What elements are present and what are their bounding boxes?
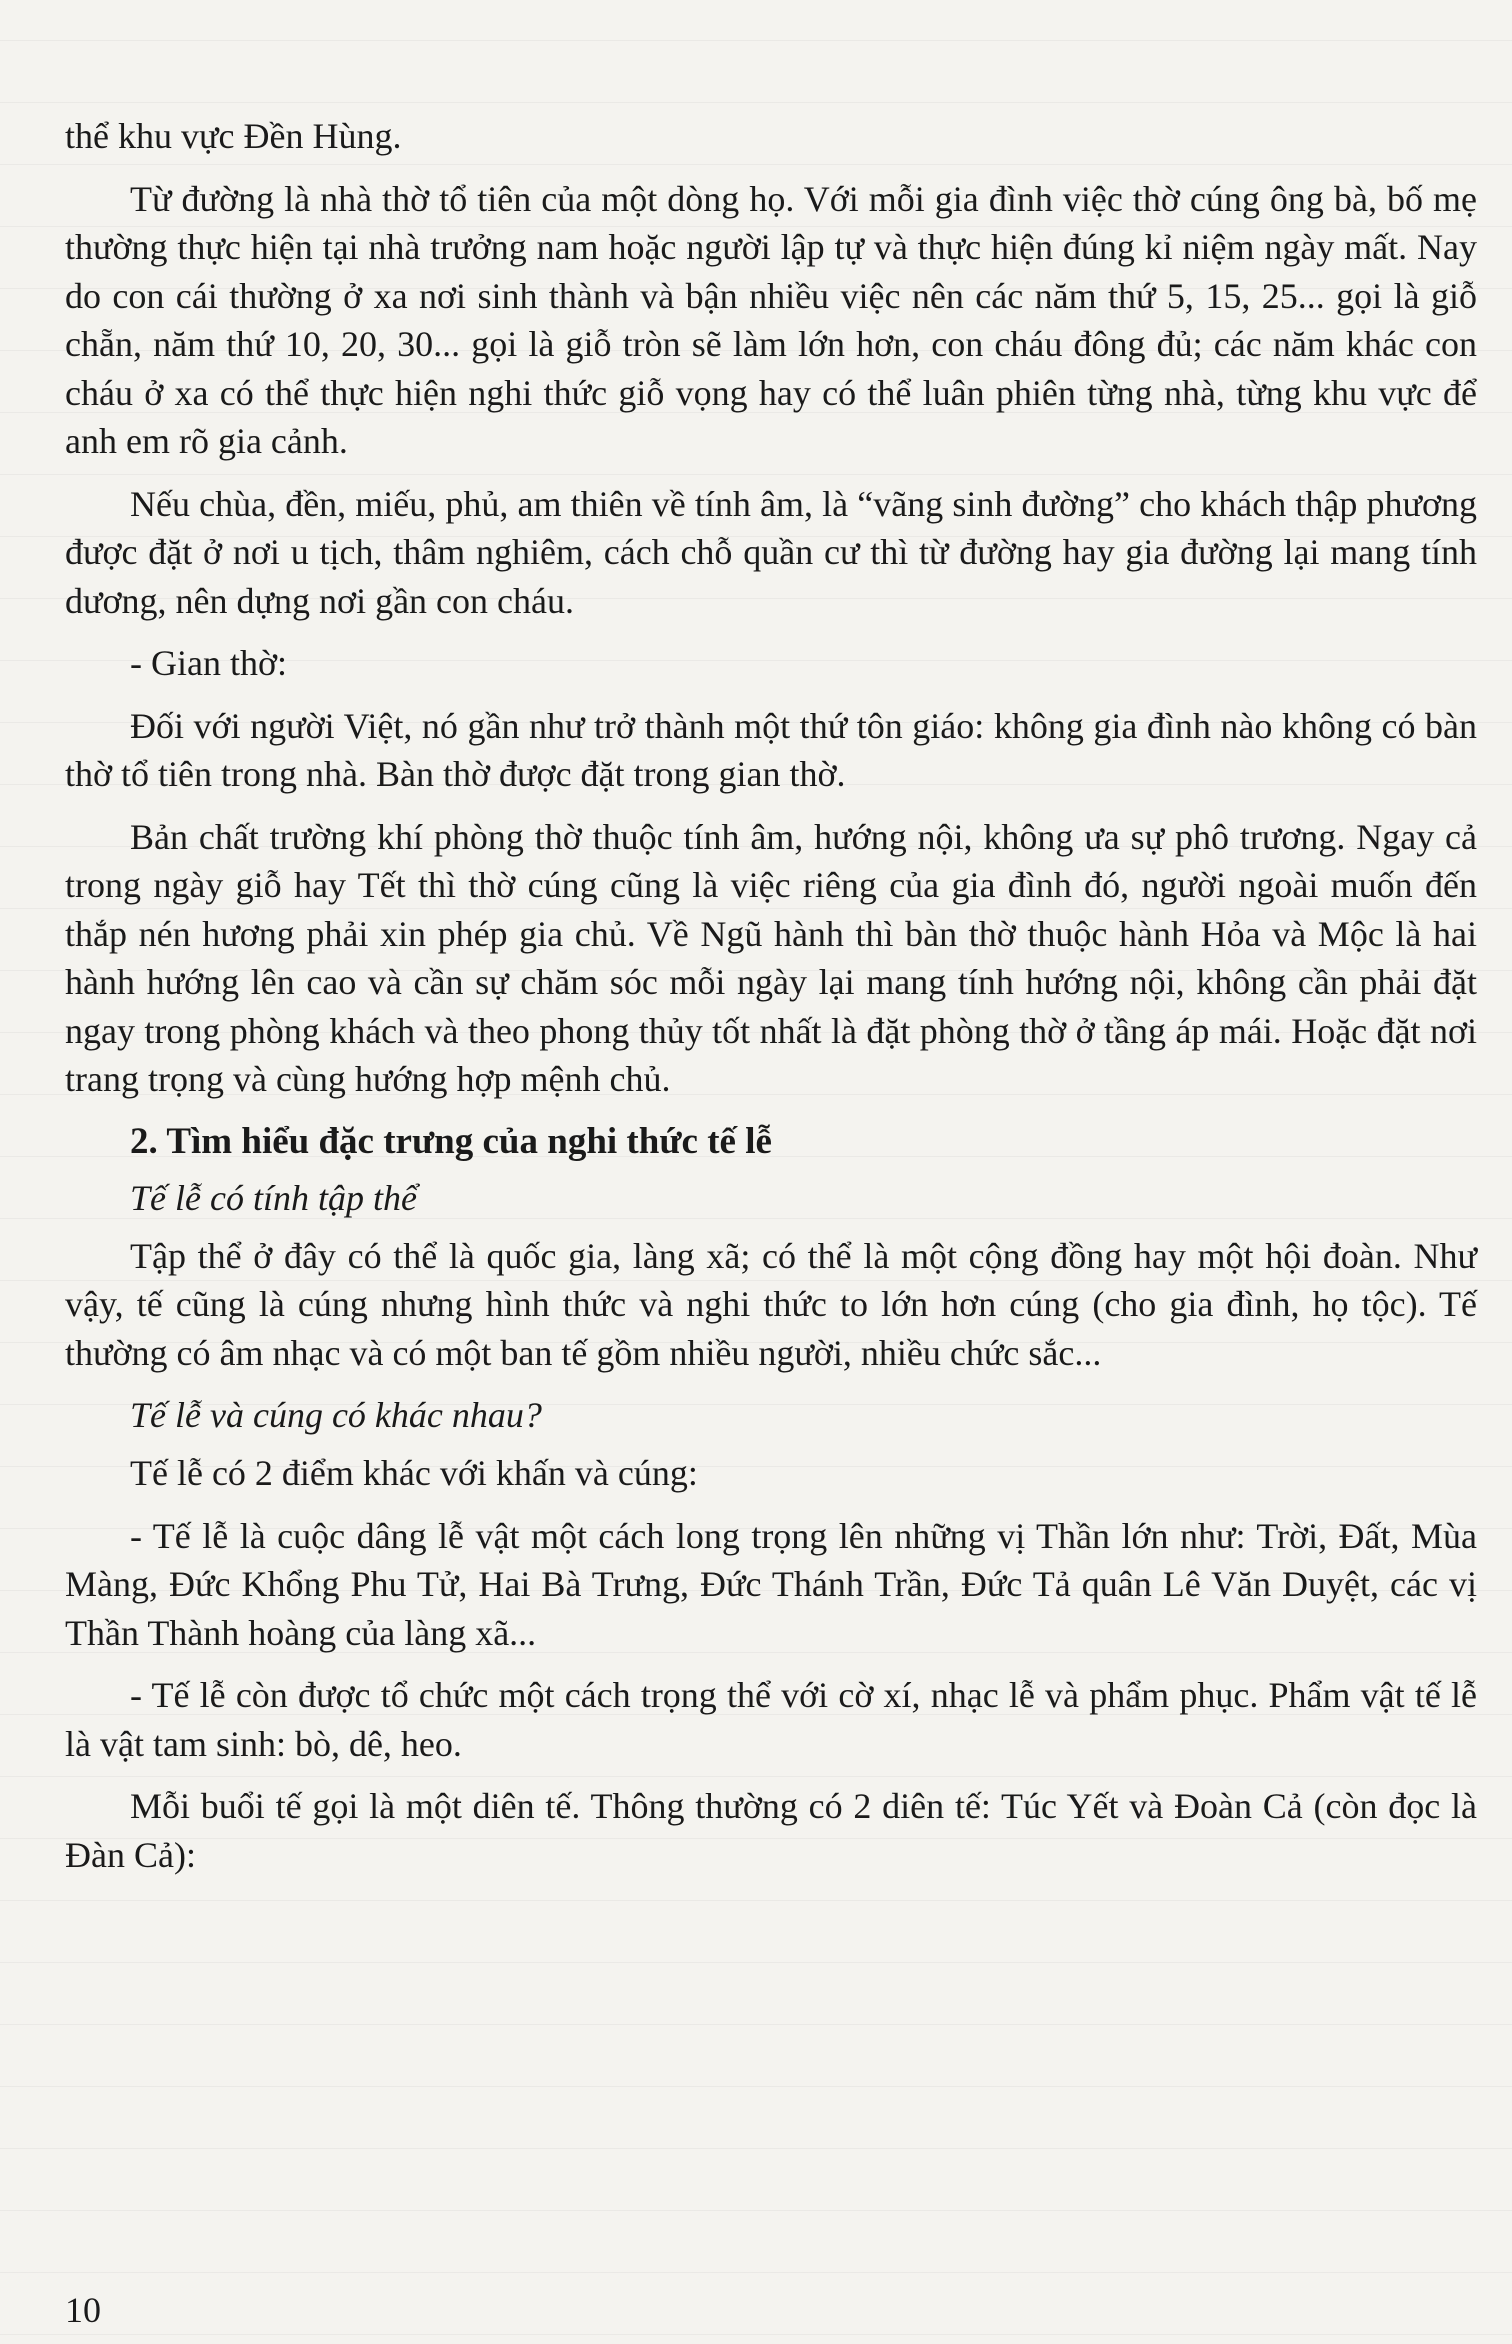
page-body	[65, 112, 1477, 1893]
paragraph: - Tế lễ là cuộc dâng lễ vật một cách long trọng lên những vị Thần lớn như: Trời, Đất, Mùa Màng, Đức Khổng Phu Tử, Hai Bà Trưng, Đức Thánh Trần, Đức Tả quân Lê Văn Duyệt, các vị Thần Thành hoàng của làng xã...	[65, 1515, 1477, 1653]
paragraph: - Tế lễ còn được tổ chức một cách trọng thể với cờ xí, nhạc lễ và phẩm phục. Phẩm vật tế lễ là vật tam sinh: bò, dê, heo.	[65, 1675, 1477, 1764]
subheading: Tế lễ có tính tập thể	[130, 1177, 417, 1218]
paragraph: thể khu vực Đền Hùng.	[65, 116, 402, 156]
page-number: 10	[65, 2290, 101, 2330]
paragraph: Đối với người Việt, nó gần như trở thành một thứ tôn giáo: không gia đình nào không có bàn thờ tổ tiên trong nhà. Bàn thờ được đặt trong gian thờ.	[65, 705, 1477, 794]
paragraph: Tế lễ có 2 điểm khác với khấn và cúng:	[130, 1453, 698, 1493]
paragraph: Nếu chùa, đền, miếu, phủ, am thiên về tính âm, là “vãng sinh đường” cho khách thập phương được đặt ở nơi u tịch, thâm nghiêm, cách chỗ quần cư thì từ đường hay gia đường lại mang tính dương, nên dựng nơi gần con cháu.	[65, 483, 1477, 621]
paragraph: Mỗi buổi tế gọi là một diên tế. Thông thường có 2 diên tế: Túc Yết và Đoàn Cả (còn đọc là Đàn Cả):	[65, 1786, 1477, 1875]
list-label: - Gian thờ:	[130, 643, 288, 683]
section-heading: 2. Tìm hiểu đặc trưng của nghi thức tế lễ	[130, 1120, 772, 1162]
paragraph: Từ đường là nhà thờ tổ tiên của một dòng họ. Với mỗi gia đình việc thờ cúng ông bà, bố mẹ thường thực hiện tại nhà trưởng nam hoặc người lập tự và thực hiện đúng kỉ niệm ngày mất. Nay do con cái thường ở xa nơi sinh thành và bận nhiều việc nên các năm thứ 5, 15, 25... gọi là giỗ chẵn, năm thứ 10, 20, 30... gọi là giỗ tròn sẽ làm lớn hơn, con cháu đông đủ; các năm khác con cháu ở xa có thể thực hiện nghi thức giỗ vọng hay có thể luân phiên từng nhà, từng khu vực để anh em rõ gia cảnh.	[65, 178, 1477, 461]
paragraph: Bản chất trường khí phòng thờ thuộc tính âm, hướng nội, không ưa sự phô trương. Ngay cả trong ngày giỗ hay Tết thì thờ cúng cũng là việc riêng của gia đình đó, người ngoài muốn đến thắp nén hương phải xin phép gia chủ. Về Ngũ hành thì bàn thờ thuộc hành Hỏa và Mộc là hai hành hướng lên cao và cần sự chăm sóc mỗi ngày lại mang tính hướng nội, không cần phải đặt ngay trong phòng khách và theo phong thủy tốt nhất là đặt phòng thờ ở tầng áp mái. Hoặc đặt nơi trang trọng và cùng hướng hợp mệnh chủ.	[65, 816, 1477, 1099]
paragraph: Tập thể ở đây có thể là quốc gia, làng xã; có thể là một cộng đồng hay một hội đoàn. Như vậy, tế cũng là cúng nhưng hình thức và nghi thức to lớn hơn cúng (cho gia đình, họ tộc). Tế thường có âm nhạc và có một ban tế gồm nhiều người, nhiều chức sắc...	[65, 1235, 1477, 1373]
subheading: Tế lễ và cúng có khác nhau?	[130, 1395, 542, 1435]
